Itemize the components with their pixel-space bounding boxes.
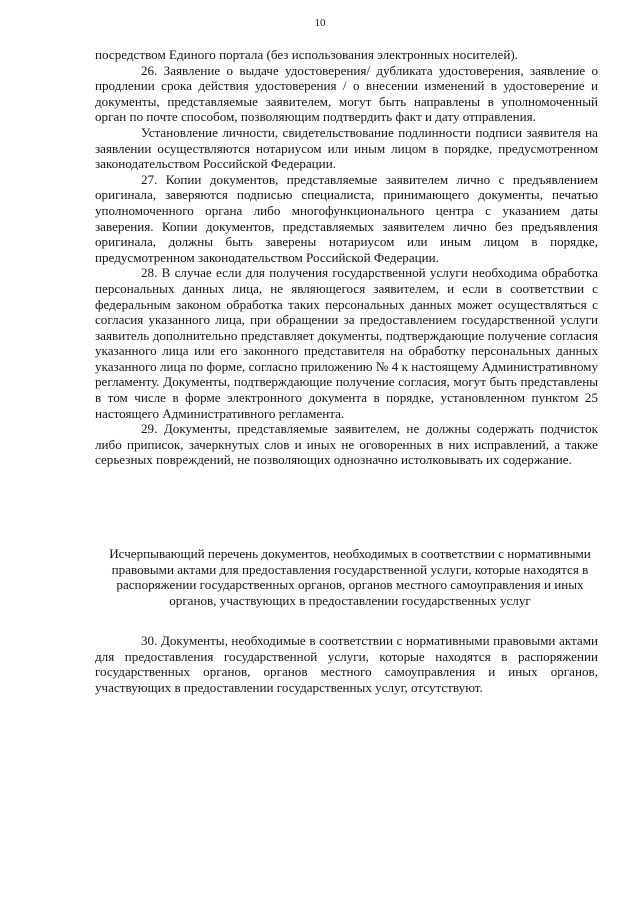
paragraph-26-identity: Установление личности, свидетельствование подлинности подписи заявителя на заявлении осуществляются нотариусом или иным лицом в порядке, предусмотренном законодательством Российской Федерации. bbox=[95, 124, 598, 172]
paragraph-26: 26. Заявление о выдаче удостоверения/ дубликата удостоверения, заявление о продлении срока действия удостоверения / о внесении изменений в удостоверение и документы, представляемые заявителем, могут быть направлены в уполномоченный орган по почте способом, позволяющим подтвердить факт и дату отправления. bbox=[95, 62, 598, 125]
paragraph-28: 28. В случае если для получения государственной услуги необходима обработка персональных данных лица, не являющегося заявителем, и если в соответствии с федеральным законом обработка таких персональных данных может осуществляться с согласия указанного лица, при обращении за предоставлением государственной услуги заявитель дополнительно представляет документы, подтверждающие получение согласия указанного лица или его законного представителя на обработку персональных данных указанного лица по форме, согласно приложению № 4 к настоящему Административному регламенту. Документы, подтверждающие получение согласия, могут быть представлены в том числе в форме электронного документа в порядке, установленном пунктом 25 настоящего Административного регламента. bbox=[95, 265, 598, 421]
paragraph-29: 29. Документы, представляемые заявителем, не должны содержать подчисток либо приписок, зачеркнутых слов и иных не оговоренных в них исправлений, а также серьезных повреждений, не позволяющих однозначно истолковывать их содержание. bbox=[95, 421, 598, 468]
paragraphs-top bbox=[95, 47, 598, 468]
paragraph-25-tail: посредством Единого портала (без использования электронных носителей). bbox=[95, 47, 518, 62]
paragraph-27: 27. Копии документов, представляемые заявителем лично с предъявлением оригинала, заверяются подписью специалиста, принимающего документы, печатью уполномоченного органа либо многофункционального центра с указанием даты заверения. Копии документов, представляемых заявителем лично без предъявления оригинала, должны быть заверены нотариусом или иным лицом в порядке, предусмотренном законодательством Российской Федерации. bbox=[95, 171, 598, 265]
section-heading: Исчерпывающий перечень документов, необходимых в соответствии с нормативными правовыми актами для предоставления государственной услуги, которые находятся в распоряжении государственных органов, органов местного самоуправления и иных органов, участвующих в предоставлении государственных услуг bbox=[109, 546, 591, 608]
page-number: 10 bbox=[314, 17, 326, 29]
paragraphs-bottom bbox=[95, 633, 598, 695]
paragraph-30: 30. Документы, необходимые в соответствии с нормативными правовыми актами для предоставления государственной услуги, которые находятся в распоряжении государственных органов, органов местного самоуправления и иных органов, участвующих в предоставлении государственных услуг, отсутствуют. bbox=[95, 633, 598, 695]
